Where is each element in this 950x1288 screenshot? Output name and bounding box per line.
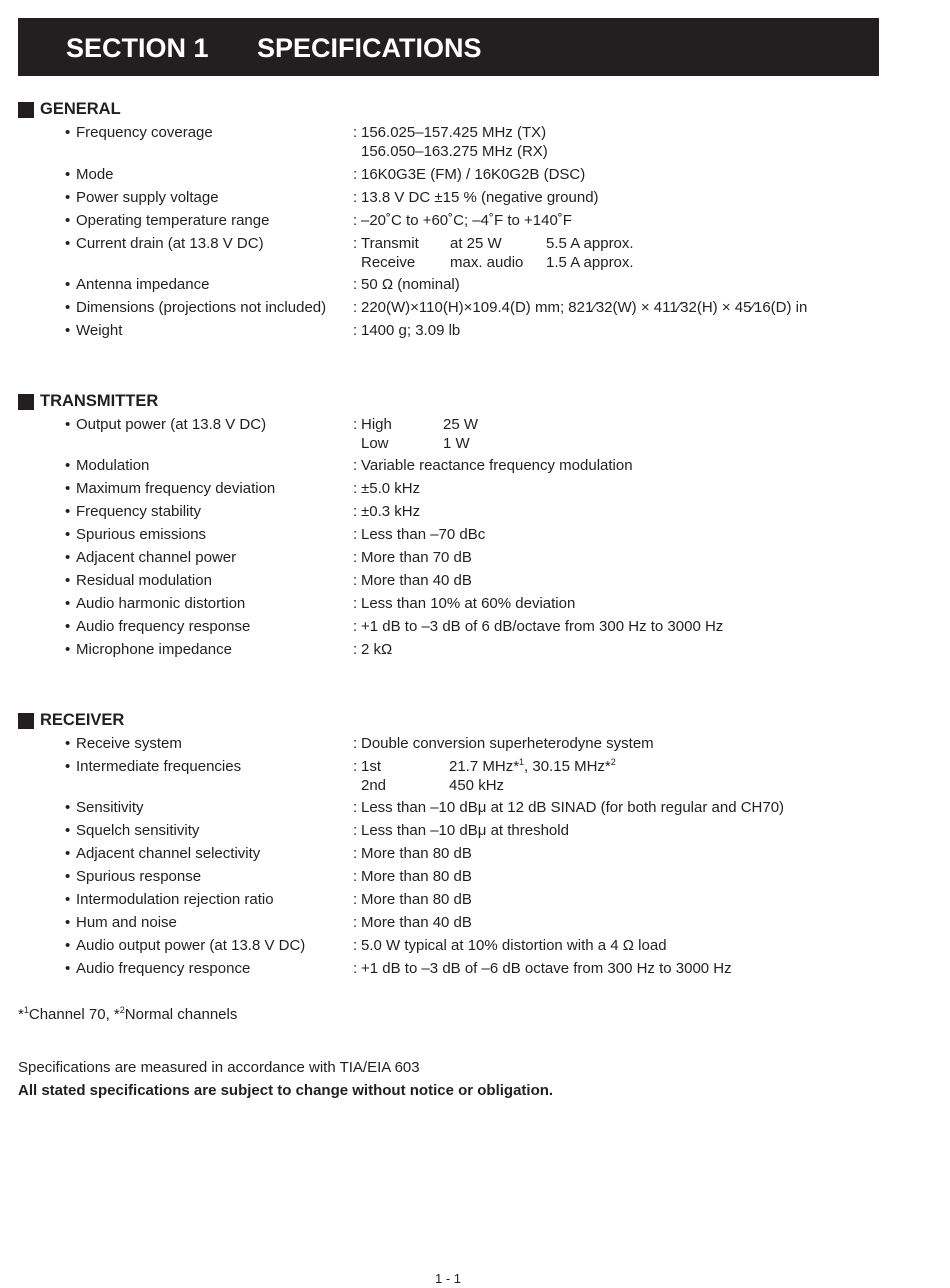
section-header-bar [18, 18, 879, 76]
general-heading: GENERAL [18, 100, 121, 119]
measurement-note: Specifications are measured in accordance with TIA/EIA 603 [18, 1059, 420, 1076]
section-title: SPECIFICATIONS [257, 33, 482, 63]
section-number: SECTION 1 [66, 33, 209, 63]
page-number: 1 - 1 [434, 1271, 461, 1286]
receiver-heading: RECEIVER [18, 711, 124, 730]
section-square-icon [18, 394, 34, 410]
transmitter-heading: TRANSMITTER [18, 392, 158, 411]
dimensions-value: 220(W)×110(H)×109.4(D) mm; 821⁄32(W) × 411⁄32(H) × 45⁄16(D) in [361, 299, 808, 316]
channel-footnote: *$^1$Channel 70, *$^2$Normal channels [18, 1005, 238, 1023]
disclaimer-note: All stated specifications are subject to change without notice or obligation. [18, 1082, 554, 1099]
section-square-icon [18, 102, 34, 118]
section-square-icon [18, 713, 34, 729]
